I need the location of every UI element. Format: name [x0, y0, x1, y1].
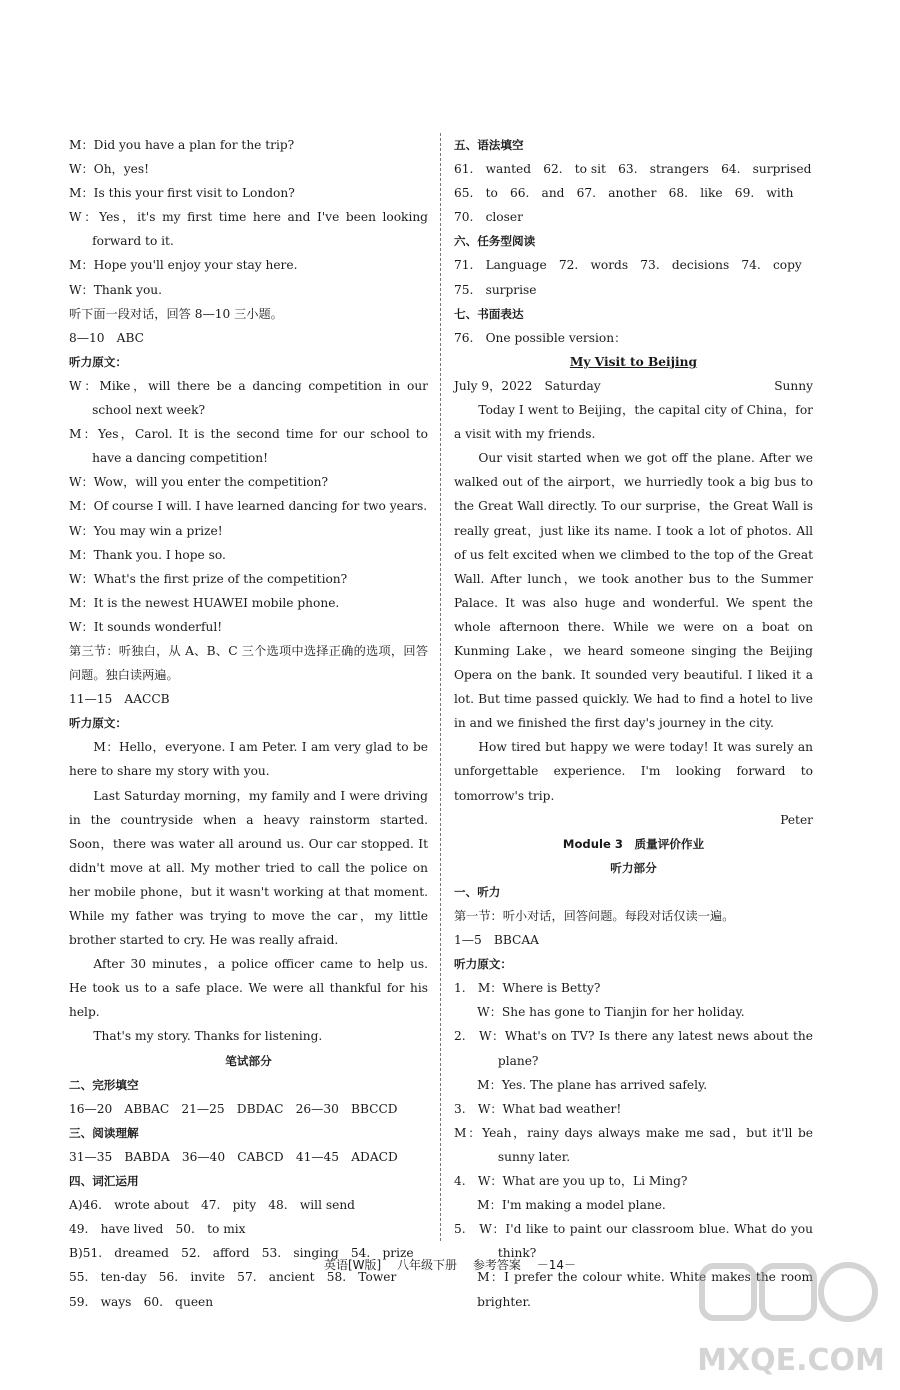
- text-line: M：It is the newest HUAWEI mobile phone.: [69, 595, 340, 610]
- text-line: 65. to 66. and 67. another 68. like 69. with: [454, 186, 794, 201]
- text-line: W：It sounds wonderful!: [69, 619, 223, 634]
- section-heading: 四、词汇运用: [69, 1174, 139, 1189]
- text-line: M：Hope you'll enjoy your stay here.: [69, 258, 298, 273]
- text-line: 4. W：What are you up to，Li Ming?: [454, 1174, 688, 1189]
- essay-date-line: [454, 374, 813, 398]
- essay-paragraph: Our visit started when we got off the plane. After we walked out of the airport，we hurriedly took a big bus to the Great Wall directly. To our surprise，the Great Wall is really great，just like its name. I took a lot of photos. All of us felt excited when we climbed to the top of the Great Wall. After lunch，we took another bus to the Summer Palace. It was also huge and wonderful. We spent the whole afternoon there. While we were on a boat on Kunming Lake，we heard someone singing the Beijing Opera on the bank. It sounded very beautiful. I liked it a lot. But time passed quickly. We had to find a hotel to live in and we finished the first day's journey in the city.: [454, 451, 817, 731]
- essay-paragraph: Today I went to Beijing，the capital city of China，for a visit with my friends.: [454, 403, 817, 442]
- essay: [454, 350, 817, 832]
- text-line: M：Hello，everyone. I am Peter. I am very glad to be here to share my story with you.: [69, 740, 432, 779]
- text-line: 59. ways 60. queen: [69, 1294, 214, 1309]
- section-heading: 笔试部分: [225, 1053, 272, 1068]
- text-line: 2. W：What's on TV? Is there any latest news about the plane?: [454, 1029, 817, 1068]
- text-line: M：Did you have a plan for the trip?: [69, 138, 295, 152]
- essay-signature: Peter: [780, 812, 813, 827]
- section-heading: 三、阅读理解: [69, 1125, 139, 1140]
- section-heading: Module 3 质量评价作业: [562, 836, 705, 851]
- footer-grade: 八年级下册: [397, 1258, 458, 1272]
- text-line: M：Thank you. I hope so.: [69, 547, 226, 562]
- text-line: M：Of course I will. I have learned dancing for two years.: [69, 499, 428, 514]
- text-line: B)51. dreamed 52. afford 53. singing 54. prize: [69, 1246, 414, 1261]
- text-line: 49. have lived 50. to mix: [69, 1222, 246, 1237]
- text-line: M：Is this your first visit to London?: [69, 186, 295, 201]
- text-line: M：Yes. The plane has arrived safely.: [477, 1077, 708, 1092]
- column-divider: [440, 133, 441, 1241]
- section-heading: 七、书面表达: [454, 306, 524, 321]
- text-line: M：Yeah，rainy days always make me sad，but it'll be sunny later.: [454, 1125, 817, 1164]
- footer-type: 参考答案: [472, 1258, 521, 1272]
- essay-date: July 9，2022 Saturday: [454, 378, 601, 393]
- section-heading: 听力原文：: [69, 716, 127, 731]
- section-heading: 二、完形填空: [69, 1077, 139, 1092]
- text-line: 3. W：What bad weather!: [454, 1101, 622, 1116]
- text-line: 11—15 AACCB: [69, 692, 170, 707]
- text-line: Last Saturday morning，my family and I were driving in the countryside when a heavy rainstorm started. Soon，there was water all around us. Our car stopped. It didn't move at all. My mother tried to call the police on her mobile phone，but it wasn't working at that moment. While my father was trying to move the car，my little brother started to cry. He was really afraid.: [69, 788, 432, 948]
- text-line: W：Mike，will there be a dancing competition in our school next week?: [69, 378, 432, 418]
- module-3-section: [454, 832, 817, 1314]
- section-heading: 听力部分: [610, 860, 657, 875]
- page-number: －14－: [536, 1258, 577, 1272]
- text-line: 5. W：I'd like to paint our classroom blue. What do you think?: [454, 1222, 817, 1261]
- svg-text:MXQE.COM: MXQE.COM: [697, 1343, 885, 1378]
- section-heading: 听力原文：: [454, 957, 512, 972]
- text-line: After 30 minutes，a police officer came to help us. He took us to a safe place. We were all thankful for his help.: [69, 957, 432, 1020]
- text-line: 第三节：听独白，从 A、B、C 三个选项中选择正确的选项，回答问题。独白读两遍。: [69, 643, 428, 683]
- section-heading: 一、听力: [454, 884, 501, 899]
- text-line: 16—20 ABBAC 21—25 DBDAC 26—30 BBCCD: [69, 1101, 398, 1116]
- text-line: 61. wanted 62. to sit 63. strangers 64. surprised: [454, 162, 812, 177]
- text-line: 55. ten-day 56. invite 57. ancient 58. Tower: [69, 1270, 397, 1285]
- text-line: W：Oh，yes!: [69, 162, 149, 177]
- text-line: M：Yes，Carol. It is the second time for our school to have a dancing competition!: [69, 427, 432, 466]
- text-line: 8—10 ABC: [69, 330, 144, 345]
- text-line: 70. closer: [454, 210, 523, 225]
- text-line: M：I prefer the colour white. White makes the room brighter.: [477, 1270, 817, 1309]
- text-line: W：Wow，will you enter the competition?: [69, 475, 329, 490]
- text-line: W：She has gone to Tianjin for her holiday.: [477, 1005, 745, 1020]
- section-heading: 五、语法填空: [454, 138, 524, 152]
- essay-weather: Sunny: [774, 378, 813, 393]
- left-column: [69, 133, 432, 1314]
- answers-section-5-7: [454, 133, 813, 350]
- right-column: [454, 133, 817, 1314]
- text-line: 76. One possible version：: [454, 330, 627, 345]
- text-line: 1—5 BBCAA: [454, 933, 539, 948]
- footer-subject: 英语[W版]: [323, 1258, 382, 1272]
- text-line: W：What's the first prize of the competition?: [69, 571, 348, 586]
- text-line: 31—35 BABDA 36—40 CABCD 41—45 ADACD: [69, 1149, 398, 1164]
- text-line: W：Thank you.: [69, 282, 163, 297]
- text-line: 听下面一段对话，回答 8—10 三小题。: [69, 306, 283, 321]
- text-line: 1. M：Where is Betty?: [454, 981, 601, 996]
- watermark-logo: [696, 1262, 886, 1382]
- text-line: 75. surprise: [454, 282, 537, 297]
- section-heading: 六、任务型阅读: [454, 234, 536, 249]
- essay-paragraph: How tired but happy we were today! It was surely an unforgettable experience. I'm looking forward to tomorrow's trip.: [454, 740, 817, 803]
- text-line: W：You may win a prize!: [69, 523, 223, 538]
- text-line: M：I'm making a model plane.: [477, 1198, 666, 1213]
- text-line: A)46. wrote about 47. pity 48. will send: [69, 1198, 355, 1213]
- text-line: That's my story. Thanks for listening.: [93, 1029, 323, 1044]
- text-line: 71. Language 72. words 73. decisions 74. copy: [454, 258, 802, 273]
- essay-title: My Visit to Beijing: [569, 354, 698, 369]
- section-heading: 听力原文：: [69, 354, 127, 369]
- text-line: W：Yes，it's my first time here and I've been looking forward to it.: [69, 210, 432, 249]
- text-line: 第一节：听小对话，回答问题。每段对话仅读一遍。: [454, 909, 735, 923]
